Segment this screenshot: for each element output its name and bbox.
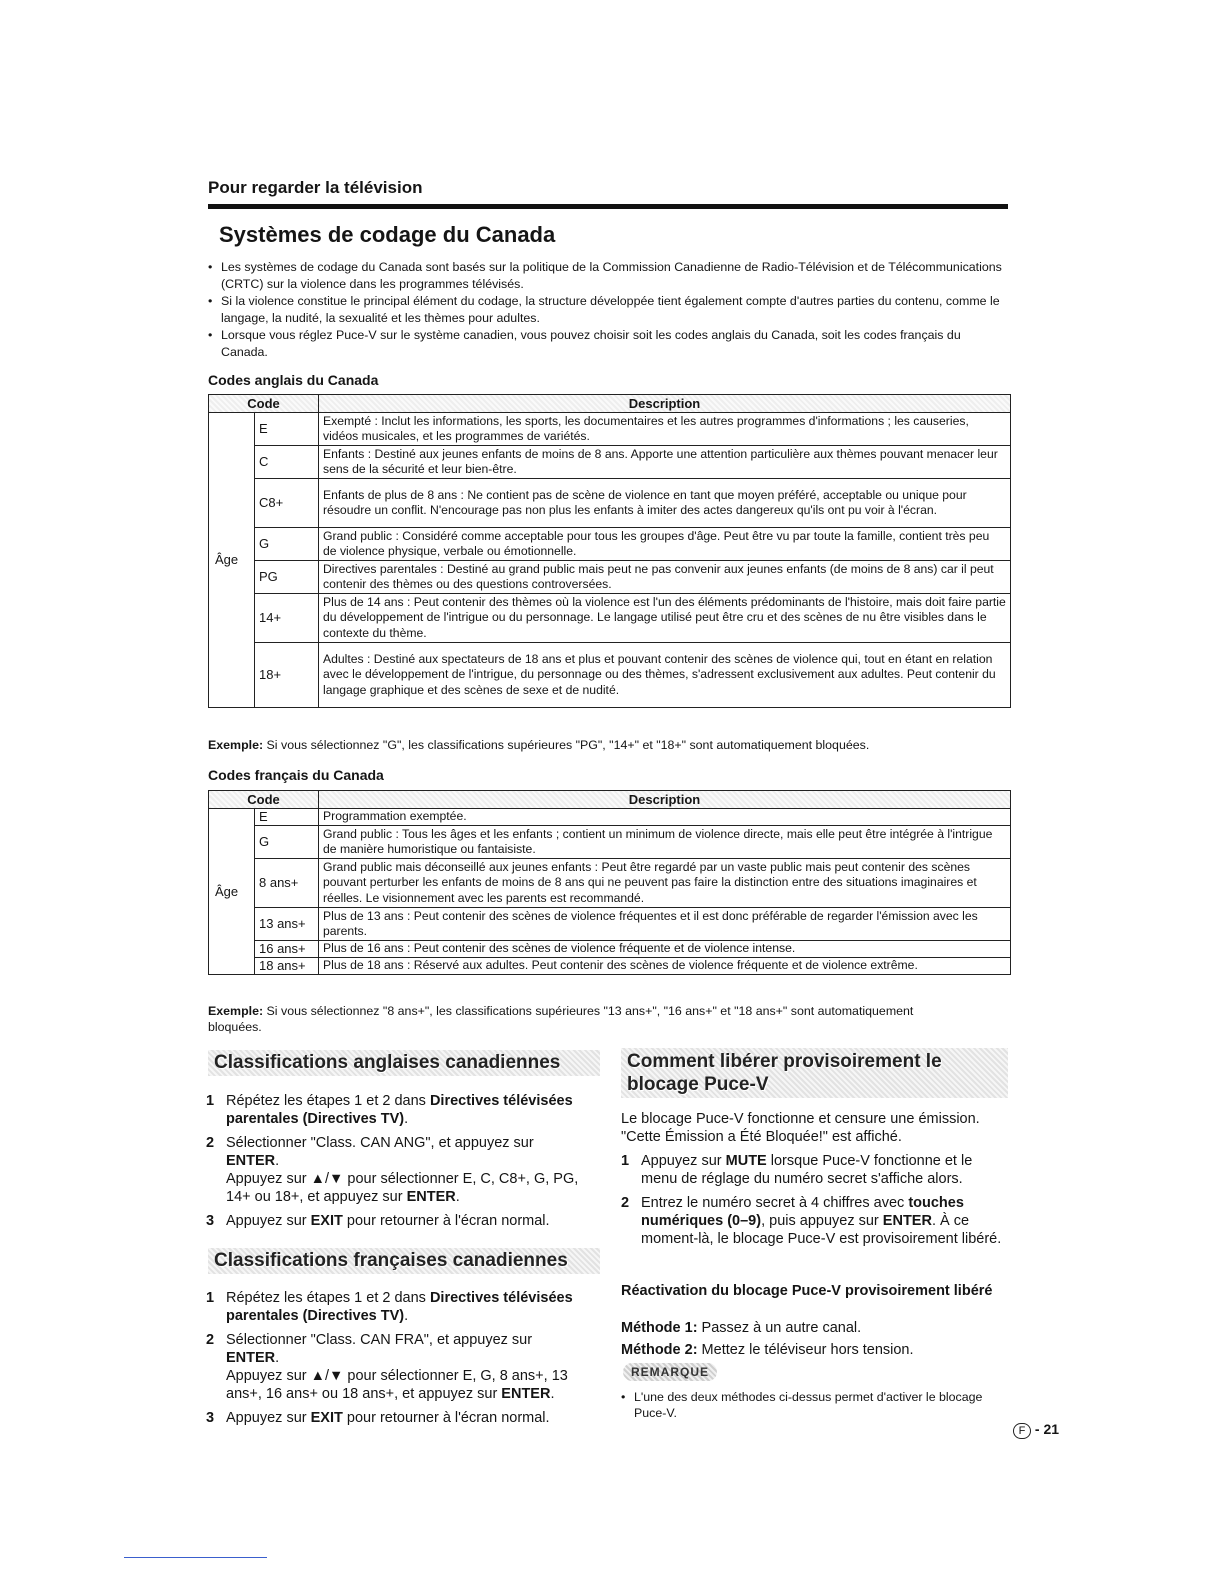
step-text: Appuyez sur bbox=[641, 1153, 726, 1169]
step-number: 2 bbox=[621, 1195, 630, 1211]
step-item bbox=[206, 1134, 586, 1206]
step-item bbox=[206, 1092, 586, 1128]
code-cell: 18+ bbox=[255, 643, 319, 708]
table-header-row bbox=[209, 395, 1011, 413]
code-cell: C bbox=[255, 446, 319, 479]
code-cell: 13 ans+ bbox=[255, 908, 319, 941]
french-example bbox=[208, 1003, 928, 1035]
step-text: Appuyez sur bbox=[226, 1213, 311, 1229]
code-cell: E bbox=[255, 413, 319, 446]
temp-unlock-intro: Le blocage Puce-V fonctionne et censure une émission. "Cette Émission a Été Bloquée!" est affiché. bbox=[621, 1111, 980, 1145]
table-row bbox=[209, 809, 1011, 826]
step-bold: Directives télévisées parentales (Directives TV) bbox=[226, 1290, 573, 1324]
step-item bbox=[206, 1409, 586, 1427]
method-2 bbox=[621, 1341, 1006, 1359]
step-number: 2 bbox=[206, 1135, 215, 1151]
note-badge: REMARQUE bbox=[623, 1363, 717, 1381]
note-text bbox=[621, 1389, 1004, 1421]
table-row bbox=[209, 413, 1011, 446]
table-row bbox=[209, 594, 1011, 643]
step-item bbox=[621, 1194, 1006, 1248]
code-cell: 16 ans+ bbox=[255, 941, 319, 958]
intro-bullets bbox=[208, 259, 1008, 361]
method-label: Méthode 1: bbox=[621, 1320, 698, 1336]
example-text: Si vous sélectionnez "G", les classifications supérieures "PG", "14+" et "18+" sont automatiquement bloquées. bbox=[263, 738, 870, 752]
code-cell: 18 ans+ bbox=[255, 958, 319, 975]
temp-unlock-banner bbox=[621, 1048, 1008, 1098]
age-label: Âge bbox=[209, 809, 255, 975]
french-codes-table bbox=[208, 790, 1011, 975]
step-bold: Directives télévisées parentales (Directives TV) bbox=[226, 1093, 573, 1127]
step-number: 1 bbox=[206, 1093, 215, 1109]
header-description: Description bbox=[319, 395, 1011, 413]
step-text: . bbox=[404, 1308, 409, 1324]
step-text: pour retourner à l'écran normal. bbox=[342, 1213, 550, 1229]
table-row bbox=[209, 826, 1011, 859]
temp-unlock-steps bbox=[621, 1152, 1006, 1254]
step-bold: ENTER bbox=[406, 1189, 456, 1205]
description-cell: Plus de 14 ans : Peut contenir des thèmes où la violence est l'un des éléments prédominants de l'histoire, mais doit faire partie du développement de l'intrigue ou du personnage. Le langage utilisé peut être cru et des scènes de nu être visibles dans le contexte du thème. bbox=[319, 594, 1011, 643]
header-code: Code bbox=[209, 791, 319, 809]
bullet-item: • Les systèmes de codage du Canada sont basés sur la politique de la Commission Canadienne de Radio-Télévision et de Télécommunications (CRTC) sur la violence dans les programmes télévisés. bbox=[208, 259, 1008, 292]
table-row bbox=[209, 479, 1011, 528]
page-number bbox=[1013, 1421, 1059, 1439]
description-cell: Plus de 16 ans : Peut contenir des scènes de violence fréquente et de violence intense. bbox=[319, 941, 1011, 958]
step-bold: EXIT bbox=[310, 1213, 343, 1229]
step-text: Entrez le numéro secret à 4 chiffres avec bbox=[641, 1195, 909, 1211]
english-classifications-banner: Classifications anglaises canadiennes bbox=[208, 1050, 600, 1076]
description-cell: Plus de 13 ans : Peut contenir des scènes de violence fréquentes et il est donc préférable de regarder l'émission avec les parents. bbox=[319, 908, 1011, 941]
step-bold: ENTER bbox=[501, 1386, 551, 1402]
step-text: lorsque Puce-V fonctionne et le menu de réglage du numéro secret s'affiche alors. bbox=[641, 1153, 973, 1187]
step-text: Appuyez sur bbox=[226, 1410, 311, 1426]
english-codes-table bbox=[208, 394, 1011, 708]
table-row bbox=[209, 958, 1011, 975]
step-text: . bbox=[455, 1189, 460, 1205]
step-text: . bbox=[275, 1350, 280, 1366]
step-bold: ENTER bbox=[226, 1350, 276, 1366]
bullet-item: • Si la violence constitue le principal élément du codage, la structure développée tient également compte d'autres parties du contenu, comme le langage, la nudité, la sexualité et les thèmes pour adultes. bbox=[208, 293, 1008, 326]
header-description: Description bbox=[319, 791, 1011, 809]
example-label: Exemple: bbox=[208, 738, 264, 752]
code-cell: 8 ans+ bbox=[255, 859, 319, 908]
step-bold: touches numériques (0–9) bbox=[641, 1195, 964, 1229]
step-number: 3 bbox=[206, 1410, 215, 1426]
language-badge: F bbox=[1013, 1423, 1031, 1439]
code-cell: C8+ bbox=[255, 479, 319, 528]
header-rule bbox=[208, 204, 1008, 209]
step-item bbox=[206, 1331, 586, 1403]
step-bold: MUTE bbox=[725, 1153, 767, 1169]
step-text: . bbox=[404, 1111, 409, 1127]
code-cell: PG bbox=[255, 561, 319, 594]
step-text: Répétez les étapes 1 et 2 dans bbox=[226, 1093, 430, 1109]
code-cell: G bbox=[255, 528, 319, 561]
table-row bbox=[209, 908, 1011, 941]
table-row bbox=[209, 528, 1011, 561]
step-item bbox=[206, 1212, 586, 1230]
step-text: Sélectionner "Class. CAN ANG", et appuyez sur bbox=[226, 1135, 534, 1151]
description-cell: Adultes : Destiné aux spectateurs de 18 ans et plus et pouvant contenir des scènes de violence qui, tout en étant en relation avec le développement de l'intrigue, du personnage ou des thèmes, s'adressent exclusivement aux adultes. Peut contenir du langage graphique et des scènes de sexe et de nudité. bbox=[319, 643, 1011, 708]
english-codes-title: Codes anglais du Canada bbox=[208, 372, 379, 388]
bullet-item: • Lorsque vous réglez Puce-V sur le système canadien, vous pouvez choisir soit les codes anglais du Canada, soit les codes français du Canada. bbox=[208, 327, 1008, 360]
method-text: Passez à un autre canal. bbox=[697, 1320, 862, 1336]
footer-rule bbox=[124, 1557, 267, 1558]
header-code: Code bbox=[209, 395, 319, 413]
table-row bbox=[209, 643, 1011, 708]
french-codes-title: Codes français du Canada bbox=[208, 767, 384, 783]
example-label: Exemple: bbox=[208, 1004, 264, 1018]
code-cell: 14+ bbox=[255, 594, 319, 643]
age-label: Âge bbox=[209, 413, 255, 708]
example-text: Si vous sélectionnez "8 ans+", les classifications supérieures "13 ans+", "16 ans+" et "18 ans+" sont automatiquement bloquées. bbox=[208, 1004, 914, 1034]
step-item bbox=[621, 1152, 1006, 1188]
step-text: Sélectionner "Class. CAN FRA", et appuyez sur bbox=[226, 1332, 533, 1348]
method-label: Méthode 2: bbox=[621, 1342, 698, 1358]
description-cell: Plus de 18 ans : Réservé aux adultes. Peut contenir des scènes de violence fréquente et de violence extrême. bbox=[319, 958, 1011, 975]
step-bold: ENTER bbox=[226, 1153, 276, 1169]
french-classifications-banner: Classifications françaises canadiennes bbox=[208, 1248, 600, 1274]
step-bold: EXIT bbox=[310, 1410, 343, 1426]
step-text: . bbox=[275, 1153, 280, 1169]
table-row bbox=[209, 446, 1011, 479]
step-number: 3 bbox=[206, 1213, 215, 1229]
step-bold: ENTER bbox=[882, 1213, 932, 1229]
description-cell: Grand public mais déconseillé aux jeunes enfants : Peut être regardé par un vaste public mais peut contenir des scènes pouvant perturber les enfants de moins de 8 ans qui ne peuvent pas faire la distinction entre des situations imaginaires et réelles. Le visionnement avec les parents est recommandé. bbox=[319, 859, 1011, 908]
description-cell: Programmation exemptée. bbox=[319, 809, 1011, 826]
description-cell: Enfants de plus de 8 ans : Ne contient pas de scène de violence en tant que moyen préféré, acceptable ou unique pour résoudre un conflit. N'encourage pas non plus les enfants à imiter des actes dangereux qu'ils ont pu voir à l'écran. bbox=[319, 479, 1011, 528]
step-number: 2 bbox=[206, 1332, 215, 1348]
note-body: L'une des deux méthodes ci-dessus permet d'activer le blocage Puce-V. bbox=[634, 1390, 983, 1420]
description-cell: Directives parentales : Destiné au grand public mais peut ne pas convenir aux jeunes enfants (de moins de 8 ans) car il peut contenir des thèmes ou des questions controversées. bbox=[319, 561, 1011, 594]
code-cell: E bbox=[255, 809, 319, 826]
description-cell: Grand public : Considéré comme acceptable pour tous les groupes d'âge. Peut être vu par toute la famille, contient très peu de violence physique, verbale ou émotionnelle. bbox=[319, 528, 1011, 561]
main-title: Systèmes de codage du Canada bbox=[219, 222, 556, 247]
temp-unlock-title-line2: blocage Puce-V bbox=[627, 1074, 769, 1095]
code-cell: G bbox=[255, 826, 319, 859]
english-example bbox=[208, 737, 1008, 753]
step-text: . bbox=[550, 1386, 555, 1402]
bullet-icon: • bbox=[621, 1390, 626, 1404]
french-classifications-steps bbox=[206, 1289, 586, 1433]
step-subtext: Appuyez sur ▲/▼ pour sélectionner E, C, C8+, G, PG, 14+ ou 18+, et appuyez sur bbox=[226, 1171, 579, 1205]
step-text: . À ce moment-là, le blocage Puce-V est provisoirement libéré. bbox=[641, 1213, 1002, 1247]
step-text: Répétez les étapes 1 et 2 dans bbox=[226, 1290, 430, 1306]
page-number-value: - 21 bbox=[1034, 1421, 1060, 1437]
step-number: 1 bbox=[206, 1290, 215, 1306]
page-header-title: Pour regarder la télévision bbox=[208, 178, 423, 197]
method-1 bbox=[621, 1319, 1006, 1337]
step-text: , puis appuyez sur bbox=[761, 1213, 883, 1229]
description-cell: Enfants : Destiné aux jeunes enfants de moins de 8 ans. Apporte une attention particulière aux thèmes pouvant menacer leur sens de la sécurité et leur bien-être. bbox=[319, 446, 1011, 479]
table-row bbox=[209, 941, 1011, 958]
table-row bbox=[209, 561, 1011, 594]
reactivation-title: Réactivation du blocage Puce-V provisoirement libéré bbox=[621, 1283, 993, 1299]
method-text: Mettez le téléviseur hors tension. bbox=[697, 1342, 914, 1358]
table-row bbox=[209, 859, 1011, 908]
step-text: pour retourner à l'écran normal. bbox=[342, 1410, 550, 1426]
table-header-row bbox=[209, 791, 1011, 809]
step-number: 1 bbox=[621, 1153, 630, 1169]
step-subtext: Appuyez sur ▲/▼ pour sélectionner E, G, 8 ans+, 13 ans+, 16 ans+ ou 18 ans+, et appuyez sur bbox=[226, 1368, 568, 1402]
description-cell: Exempté : Inclut les informations, les sports, les documentaires et les autres programmes d'informations ; les causeries, vidéos musicales, et les programmes de variétés. bbox=[319, 413, 1011, 446]
step-item bbox=[206, 1289, 586, 1325]
description-cell: Grand public : Tous les âges et les enfants ; contient un minimum de violence directe, mais elle peut être intégrée à l'intrigue de manière humoristique ou fantaisiste. bbox=[319, 826, 1011, 859]
english-classifications-steps bbox=[206, 1092, 586, 1236]
temp-unlock-title-line1: Comment libérer provisoirement le bbox=[627, 1051, 942, 1072]
